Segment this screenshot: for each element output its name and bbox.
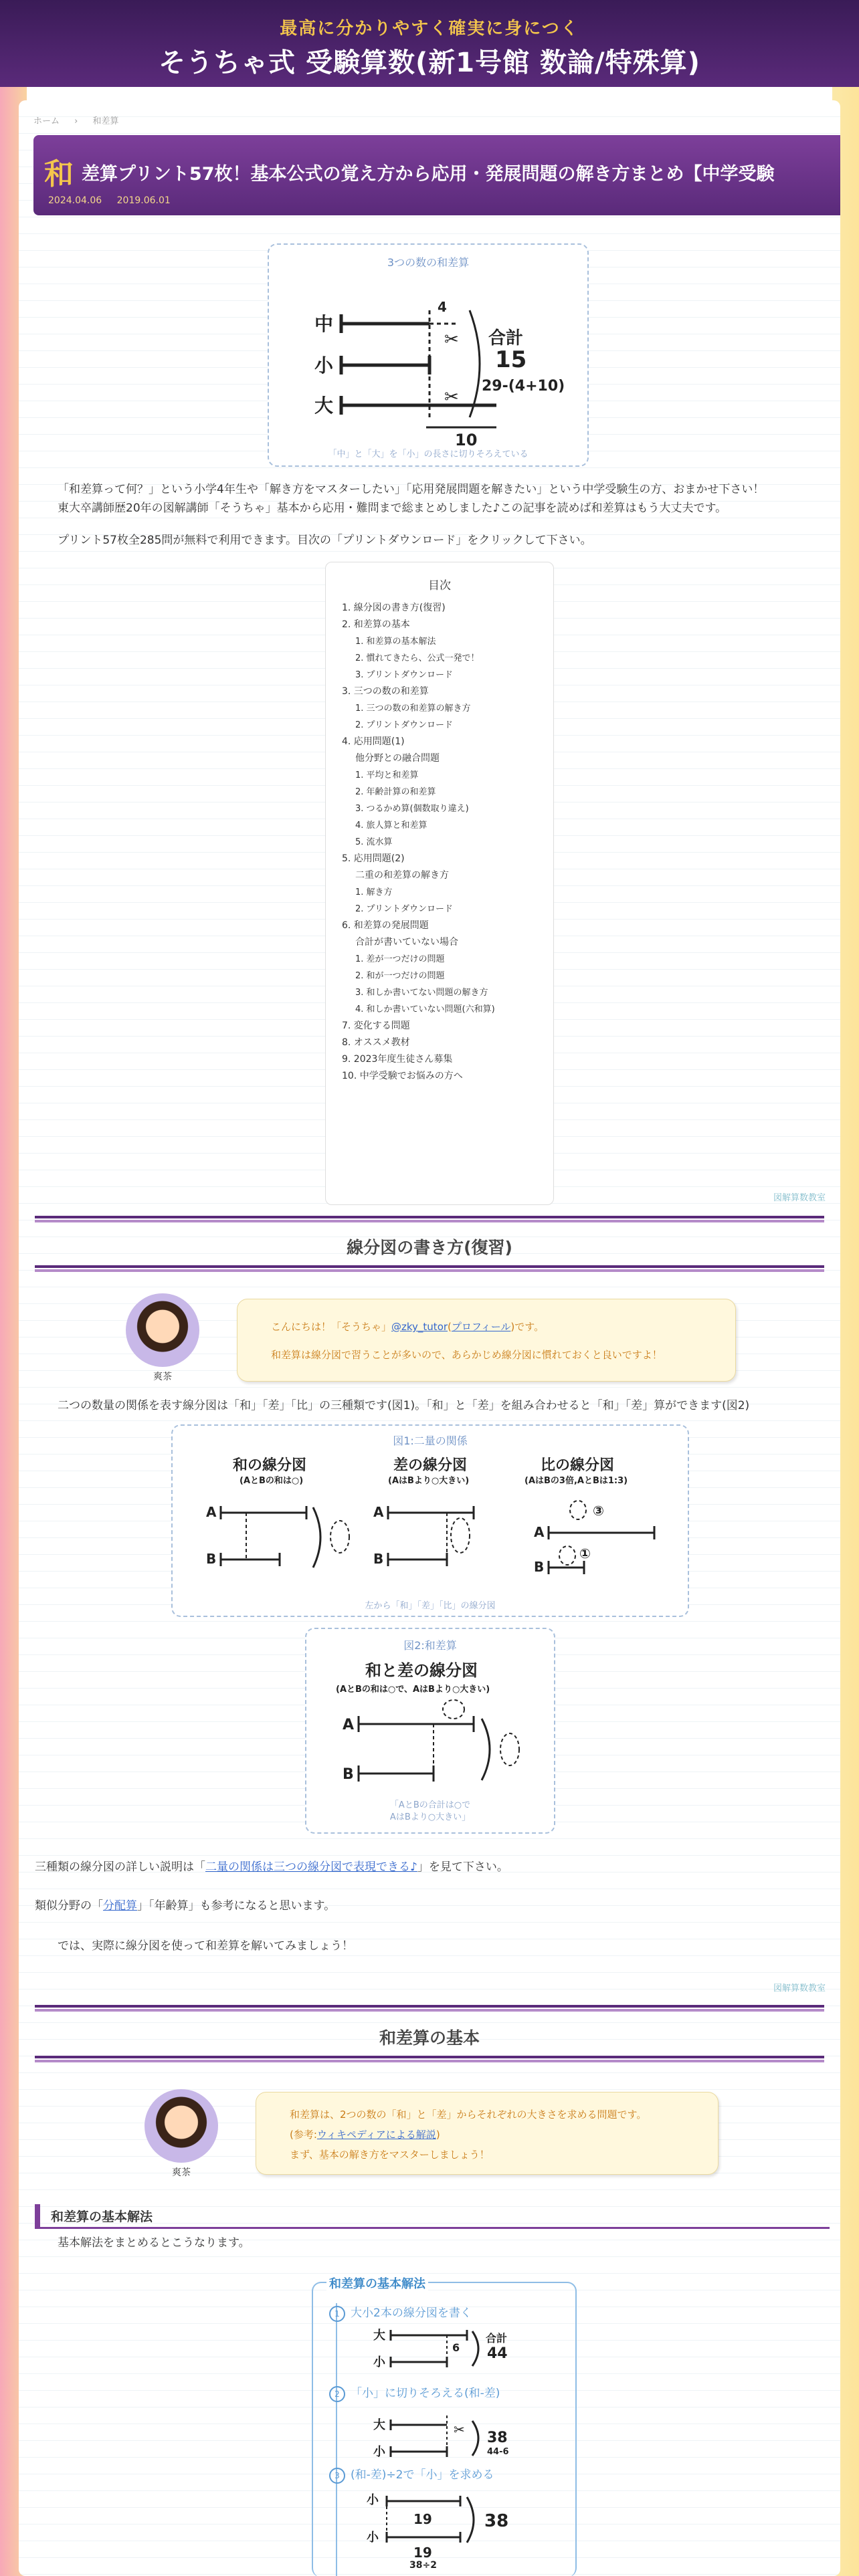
step-1-diagram — [353, 2322, 594, 2375]
svg-text:A: A — [373, 1504, 384, 1520]
figure-note: 左から「和」「差」「比」の線分図 — [365, 1601, 496, 1611]
diagram-subtitle: (AはBより○大きい) — [388, 1476, 470, 1486]
small-number: 4 — [438, 299, 447, 315]
diagram-subtitle: (AはBの3倍,AとBは1:3) — [524, 1476, 628, 1486]
site-title[interactable]: そうちゃ式 受験算数(新1号館 数論/特殊算) — [159, 47, 700, 78]
toc-list — [342, 600, 543, 1085]
total-label: 合計 — [488, 328, 524, 348]
label-small: 小 — [367, 2493, 379, 2507]
figure-caption: 図1:二量の関係 — [393, 1434, 468, 1447]
profile-link[interactable]: プロフィール — [451, 1321, 511, 1333]
toc-item[interactable]: 3. つるかめ算(個数取り違え) — [355, 804, 469, 814]
section-top-bar — [35, 2005, 824, 2012]
text: 類似分野の「 — [35, 1899, 103, 1913]
three-numbers-figure — [268, 243, 589, 467]
subsection-heading — [35, 2204, 830, 2229]
toc-title: 目次 — [428, 579, 451, 593]
svg-text:B: B — [343, 1766, 354, 1783]
sum-diff-diagram — [306, 1656, 554, 1796]
bottom-number: 10 — [455, 431, 478, 449]
figure-caption: 3つの数の和差算 — [387, 256, 470, 269]
text: (参考: — [290, 2129, 317, 2141]
text: 」を見て下さい。 — [417, 1860, 508, 1874]
toc-item[interactable]: 8. オススメ教材 — [342, 1037, 410, 1048]
step-text: 「小」に切りそろえる(和-差) — [351, 2387, 500, 2400]
post-dates — [48, 195, 183, 206]
toc-item[interactable]: 5. 流水算 — [355, 837, 393, 847]
page-title-first-char: 和 — [44, 157, 74, 191]
toc-item[interactable]: 2. 和が一つだけの問題 — [355, 971, 445, 981]
diagram-title: 差の線分図 — [393, 1457, 468, 1474]
total-label: 合計 — [486, 2332, 508, 2345]
svg-text:A: A — [534, 1524, 545, 1540]
subsection-paragraph: 基本解法をまとめるとこうなります。 — [58, 2236, 250, 2250]
avatar-name: 爽茶 — [153, 1372, 172, 1382]
bubble-line-1 — [271, 1319, 544, 1333]
label-middle: 中 — [314, 313, 334, 335]
step-3-value: 19 — [413, 2511, 432, 2527]
diagram-title: 比の線分図 — [541, 1457, 615, 1474]
figure-sum-diff — [305, 1628, 555, 1834]
text: 三種類の線分図の詳しい説明は「 — [35, 1860, 205, 1874]
toc-item[interactable]: 2. 和差算の基本 — [342, 619, 410, 630]
step-2-diagram — [353, 2402, 594, 2462]
toc-item[interactable]: 2. プリントダウンロード — [355, 904, 454, 914]
section-line-diagram — [19, 1189, 840, 2058]
label-large: 大 — [314, 395, 334, 417]
site-tagline: 最高に分かりやすく確実に身につく — [280, 19, 579, 39]
avatar-name: 爽茶 — [172, 2167, 191, 2178]
toc-item[interactable]: 4. 和しか書いていない問題(六和算) — [355, 1004, 495, 1014]
date-updated: 2019.06.01 — [116, 195, 171, 206]
three-line-diagrams — [173, 1450, 688, 1597]
total-expression: 29-(4+10) — [482, 378, 565, 395]
link-paragraph — [35, 1858, 508, 1876]
label-small: 小 — [314, 354, 334, 377]
figure-note-1: 「AとBの合計は○で — [389, 1800, 471, 1810]
avatar — [145, 2089, 218, 2163]
label-small: 小 — [373, 2445, 385, 2459]
toc-item[interactable]: 1. 平均と和差算 — [355, 770, 419, 780]
step-line — [336, 2303, 337, 2576]
toc-item: 他分野との融合問題 — [355, 753, 440, 764]
section-paragraph: 二つの数量の関係を表す線分図は「和」「差」「比」の三種類です(図1)。「和」と「差」を組み合わせると「和」「差」算ができます(図2) — [58, 1399, 750, 1412]
svg-text:A: A — [343, 1717, 355, 1733]
svg-text:③: ③ — [593, 1503, 604, 1519]
toc-item[interactable]: 3. 和しか書いてない問題の解き方 — [355, 988, 488, 998]
breadcrumb — [33, 114, 131, 126]
section-bottom-bar — [35, 2056, 824, 2062]
toc-item[interactable]: 2. 年齢計算の和差算 — [355, 787, 436, 797]
two-quantities-link[interactable]: 二量の関係は三つの線分図で表現できる♪ — [205, 1860, 417, 1874]
toc-item[interactable]: 4. 旅人算と和差算 — [355, 821, 427, 831]
step-3: 3 (和-差)÷2で「小」を求める — [329, 2465, 494, 2484]
intro-paragraph-3: プリント57枚全285問が無料で利用できます。目次の「プリントダウンロード」をクリックして下さい。 — [58, 534, 592, 547]
bubble-line-2 — [290, 2127, 440, 2141]
table-of-contents — [325, 562, 554, 1205]
toc-item[interactable]: 1. 和差算の基本解法 — [355, 637, 436, 647]
svg-text:B: B — [206, 1551, 217, 1567]
subsection-title: 和差算の基本解法 — [51, 2210, 153, 2224]
page-title-banner — [33, 135, 840, 215]
avatar — [126, 1293, 199, 1367]
toc-item[interactable]: 1. 三つの数の和差算の解き方 — [355, 704, 471, 714]
toc-item[interactable]: 6. 和差算の発展問題 — [342, 920, 429, 931]
figure-caption: 図2:和差算 — [403, 1639, 457, 1652]
toc-item[interactable]: 10. 中学受験でお悩みの方へ — [342, 1071, 463, 1081]
section-corner-label: 図解算数教室 — [773, 1193, 826, 1203]
label-large: 大 — [373, 2329, 385, 2343]
svg-text:B: B — [534, 1559, 545, 1575]
bubble-line-3: まず、基本の解き方をマスターしましょう！ — [290, 2149, 490, 2161]
section-title: 和差算の基本 — [379, 2028, 480, 2048]
toc-item[interactable]: 3. プリントダウンロード — [355, 670, 454, 680]
step-2-expression: 44-6 — [487, 2447, 509, 2457]
svg-text:A: A — [206, 1504, 217, 1520]
toc-item: 二重の和差算の解き方 — [355, 870, 449, 881]
distribution-link[interactable]: 分配算 — [103, 1899, 137, 1913]
text: 」「年齢算」も参考になると思います。 — [137, 1899, 336, 1913]
diagram-subtitle: (AとBの和は○で、AはBより○大きい) — [336, 1685, 490, 1695]
speech-bubble — [256, 2092, 719, 2175]
svg-text:B: B — [373, 1551, 384, 1567]
breadcrumb-category[interactable]: 和差算 — [92, 116, 119, 126]
toc-item[interactable]: 7. 変化する問題 — [342, 1021, 410, 1031]
total-value: 15 — [495, 346, 527, 373]
speech-bubble — [237, 1299, 736, 1382]
site-header — [0, 0, 859, 87]
svg-text:①: ① — [579, 1545, 591, 1562]
toc-item[interactable]: 9. 2023年度生徒さん募集 — [342, 1054, 453, 1065]
diagram-title: 和の線分図 — [233, 1457, 307, 1474]
toc-item[interactable]: 2. 慣れてきたら、公式一発で！ — [355, 653, 480, 663]
toc-item[interactable]: 1. 解き方 — [355, 887, 393, 897]
step-3-expression: 38÷2 — [409, 2560, 437, 2571]
label-large: 大 — [373, 2418, 385, 2432]
total-value: 44 — [487, 2345, 508, 2362]
toc-item[interactable]: 5. 応用問題(2) — [342, 853, 405, 864]
toc-item[interactable]: 1. 線分図の書き方(復習) — [342, 603, 446, 613]
related-paragraph — [35, 1897, 335, 1915]
three-numbers-diagram — [269, 270, 587, 451]
diff-value: 6 — [452, 2341, 460, 2354]
step-text: (和-差)÷2で「小」を求める — [351, 2468, 494, 2482]
bubble-text: ( — [448, 1321, 452, 1333]
diagram-title: 和と差の線分図 — [365, 1661, 478, 1680]
scissors-icon: ✂ — [454, 2422, 465, 2438]
method-box — [312, 2277, 577, 2576]
figure-note-2: AはBより○大きい」 — [389, 1812, 471, 1822]
page-title: 差算プリント57枚！基本公式の覚え方から応用・発展問題の解き方まとめ【中学受験 — [82, 164, 775, 185]
bubble-line-1: 和差算は、2つの数の「和」と「差」からそれぞれの大きさを求める問題です。 — [290, 2109, 647, 2121]
step-3-value-lower: 19 — [413, 2545, 432, 2561]
diagram-subtitle: (AとBの和は○) — [240, 1476, 304, 1486]
breadcrumb-separator: › — [74, 116, 78, 126]
step-2: 2 「小」に切りそろえる(和-差) — [329, 2383, 500, 2402]
step-2-value: 38 — [487, 2430, 508, 2446]
date-published: 2024.04.06 — [48, 195, 102, 206]
bubble-text: こんにちは！「そうちゃ」 — [271, 1321, 392, 1333]
twitter-link[interactable]: @zky_tutor — [391, 1321, 448, 1333]
text: ) — [436, 2129, 440, 2141]
toc-item[interactable]: 4. 応用問題(1) — [342, 736, 405, 747]
toc-item: 合計が書いていない場合 — [355, 937, 458, 948]
section-title: 線分図の書き方(復習) — [347, 1238, 512, 1257]
toc-item[interactable]: 1. 差が一つだけの問題 — [355, 954, 445, 964]
closing-paragraph: では、実際に線分図を使って和差算を解いてみましょう！ — [58, 1939, 353, 1953]
scissors-icon: ✂ — [444, 330, 459, 350]
step-1: 1 大小2本の線分図を書く — [329, 2303, 472, 2322]
figure-note: 「中」と「大」を「小」の長さに切りそろえている — [328, 449, 529, 459]
label-small: 小 — [367, 2531, 379, 2545]
method-title: 和差算の基本解法 — [326, 2274, 428, 2292]
toc-item[interactable]: 3. 三つの数の和差算 — [342, 686, 429, 697]
breadcrumb-home[interactable]: ホーム — [33, 116, 60, 126]
section-corner-label: 図解算数教室 — [773, 1983, 826, 1994]
section-bottom-bar — [35, 1265, 824, 1272]
toc-item[interactable]: 2. プリントダウンロード — [355, 720, 454, 730]
step-3-total: 38 — [484, 2511, 509, 2531]
section-top-bar — [35, 1216, 824, 1222]
label-small: 小 — [373, 2355, 385, 2369]
bubble-line-2: 和差算は線分図で習うことが多いので、あらかじめ線分図に慣れておくと良いですよ！ — [271, 1349, 662, 1361]
scissors-icon: ✂ — [444, 387, 459, 407]
step-text: 大小2本の線分図を書く — [351, 2306, 472, 2320]
intro-paragraph-2: 東大卒講師歴20年の図解講師「そうちゃ」基本から応用・難問まで総まとめしました♪この記事を読めば和差算はもう大丈夫です。 — [58, 502, 727, 515]
intro-paragraph-1: 「和差算って何？」という小学4年生や「解き方をマスターしたい」「応用発展問題を解きたい」という中学受験生の方、おまかせ下さい！ — [58, 483, 765, 496]
wikipedia-link[interactable]: ウィキペディアによる解説 — [316, 2129, 436, 2141]
content-card — [19, 100, 840, 2576]
step-3-diagram — [353, 2484, 594, 2571]
bubble-text: )です。 — [510, 1321, 545, 1333]
figure-two-quantities — [171, 1424, 689, 1617]
